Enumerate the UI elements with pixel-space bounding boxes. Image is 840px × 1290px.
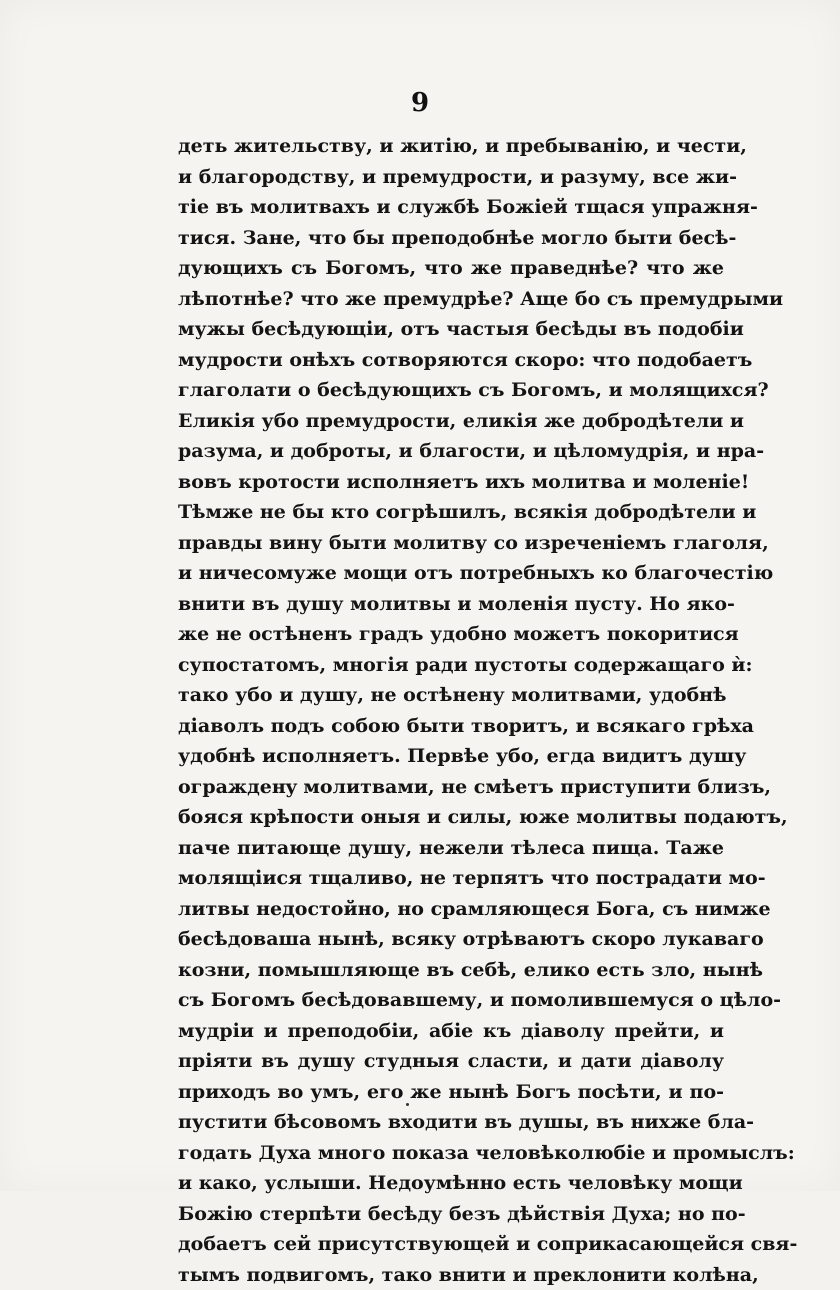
text-line: огражденy молитвами, не смѣетъ приступити близъ,	[178, 772, 724, 803]
text-line: внити въ душу молитвы и моленія пусту. Но яко-	[178, 589, 724, 620]
text-line: добаетъ сей присутствующей и соприкасающейся свя-	[178, 1229, 724, 1260]
text-line: тымъ подвигомъ, тако внити и преклонити колѣна,	[178, 1260, 724, 1290]
ink-speck	[406, 1103, 409, 1106]
text-line: супостатомъ, многія ради пустоты содержащаго ѝ:	[178, 650, 724, 681]
text-line: правды вину быти молитву со изреченіемъ глаголя,	[178, 528, 724, 559]
text-line: деть жительству, и житію, и пребыванію, и чести,	[178, 131, 724, 162]
page-number: 9	[0, 88, 840, 118]
text-line: Божію стерпѣти бесѣду безъ дѣйствія Духа; но по-	[178, 1199, 724, 1230]
text-line: бесѣдоваша нынѣ, всяку отрѣваютъ скоро лукаваго	[178, 924, 724, 955]
text-line: и ничесомуже мощи отъ потребныхъ ко благочестію	[178, 558, 724, 589]
text-line: козни, помышляюще въ себѣ, елико есть зло, нынѣ	[178, 955, 724, 986]
text-line: мужы бесѣдующіи, отъ частыя бесѣды въ подобіи	[178, 314, 724, 345]
text-line: и како, услыши. Недоумѣнно есть человѣку мощи	[178, 1168, 724, 1199]
body-text	[178, 131, 724, 1290]
text-line: годать Духа много показа человѣколюбіе и промыслъ:	[178, 1138, 724, 1169]
text-line: бояся крѣпости оныя и силы, юже молитвы подаютъ,	[178, 802, 724, 833]
text-line: и благородству, и премудрости, и разуму, все жи-	[178, 162, 724, 193]
text-line: мудріи и преподобіи, абіе къ діаволу прейти, и	[178, 1016, 724, 1047]
text-line: мудрости онѣхъ сотворяются скоро: что подобаетъ	[178, 345, 724, 376]
text-line: вовъ кротости исполняетъ ихъ молитва и моленіе!	[178, 467, 724, 498]
text-line: тіе въ молитвахъ и службѣ Божіей тщася упражня-	[178, 192, 724, 223]
text-line: тися. Зане, что бы преподобнѣе могло быти бесѣ-	[178, 223, 724, 254]
text-line: дующихъ съ Богомъ, что же праведнѣе? что же	[178, 253, 724, 284]
text-line: же не остѣненъ градъ удобно можетъ покоритися	[178, 619, 724, 650]
text-line: лѣпотнѣе? что же премудрѣе? Аще бо съ премудрыми	[178, 284, 724, 315]
text-line: глаголати о бесѣдующихъ съ Богомъ, и молящихся?	[178, 375, 724, 406]
text-line: Еликія убо премудрости, еликія же добродѣтели и	[178, 406, 724, 437]
text-line: пріяти въ душу студныя сласти, и дати діаволу	[178, 1046, 724, 1077]
text-line: съ Богомъ бесѣдовавшему, и помолившемуся о цѣло-	[178, 985, 724, 1016]
text-line: пустити бѣсовомъ входити въ душы, въ нихже бла-	[178, 1107, 724, 1138]
text-line: приходъ во умъ, его же нынѣ Богъ посѣти, и по-	[178, 1077, 724, 1108]
text-line: разума, и доброты, и благости, и цѣломудрія, и нра-	[178, 436, 724, 467]
text-line: молящіися тщаливо, не терпятъ что пострадати мо-	[178, 863, 724, 894]
text-line: удобнѣ исполняетъ. Первѣе убо, егда видитъ душу	[178, 741, 724, 772]
text-line: паче питающе душу, нежели тѣлеса пища. Таже	[178, 833, 724, 864]
text-line: діаволъ подъ собою быти творитъ, и всякаго грѣха	[178, 711, 724, 742]
text-line: Тѣмже не бы кто согрѣшилъ, всякія добродѣтели и	[178, 497, 724, 528]
text-line: тако убо и душу, не остѣнену молитвами, удобнѣ	[178, 680, 724, 711]
text-line: литвы недостойно, но срамляющеся Бога, съ нимже	[178, 894, 724, 925]
